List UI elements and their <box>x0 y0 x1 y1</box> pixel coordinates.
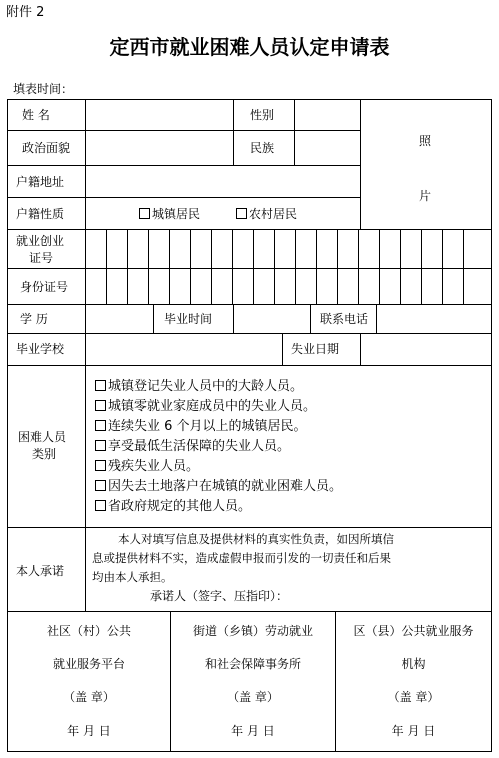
rural-resident-label: 农村居民 <box>249 207 298 221</box>
seal-label: （盖 章） <box>387 690 440 704</box>
row-divider <box>7 130 360 131</box>
date-label: 年 月 日 <box>67 724 111 738</box>
col-divider <box>153 304 154 333</box>
signature-org: 街道（乡镇）劳动就业 <box>192 624 313 638</box>
row-divider <box>7 611 492 612</box>
checkbox-icon[interactable] <box>95 480 106 491</box>
col-divider <box>233 99 234 165</box>
row-divider <box>7 268 492 269</box>
label-category: 类别 <box>32 447 57 461</box>
checkbox-icon[interactable] <box>95 460 106 471</box>
label-education: 学 历 <box>20 312 48 326</box>
digit-divider <box>316 229 317 304</box>
row-divider <box>7 333 492 334</box>
signature-org: 就业服务平台 <box>52 657 125 671</box>
label-employment-cert: 证号 <box>29 251 54 265</box>
signature-org: 和社会保障事务所 <box>204 657 301 671</box>
label-commitment: 本人承诺 <box>16 564 65 578</box>
signer-line: 承诺人（签字、压指印）： <box>150 589 289 603</box>
category-option[interactable]: 享受最低生活保障的失业人员。 <box>95 439 290 454</box>
checkbox-icon[interactable] <box>95 440 106 451</box>
label-school: 毕业学校 <box>16 342 65 356</box>
page-title: 定西市就业困难人员认定申请表 <box>109 35 390 59</box>
digit-divider <box>211 229 212 304</box>
signature-org: 区（县）公共就业服务 <box>353 624 474 638</box>
category-option[interactable]: 连续失业 6 个月以上的城镇居民。 <box>95 419 307 434</box>
checkbox-icon[interactable] <box>236 208 247 219</box>
seal-label: （盖 章） <box>63 690 115 704</box>
signature-org: 社区（村）公共 <box>46 624 131 638</box>
checkbox-icon[interactable] <box>95 420 106 431</box>
label-category: 困难人员 <box>18 430 67 444</box>
urban-resident-label: 城镇居民 <box>152 207 201 221</box>
checkbox-icon[interactable] <box>95 400 106 411</box>
row-divider <box>7 365 492 366</box>
digit-divider <box>148 229 149 304</box>
digit-divider <box>358 229 359 304</box>
row-divider <box>7 197 360 198</box>
digit-divider <box>106 229 107 304</box>
label-unemployment-date: 失业日期 <box>291 342 340 356</box>
category-option[interactable]: 城镇登记失业人员中的大龄人员。 <box>95 379 303 394</box>
label-graduation-time: 毕业时间 <box>164 312 213 326</box>
date-label: 年 月 日 <box>391 724 436 738</box>
col-divider <box>310 304 311 333</box>
col-divider <box>233 304 234 333</box>
commitment-text: 息或提供材料不实，造成虚假申报而引发的一切责任和后果 <box>92 551 391 565</box>
label-phone: 联系电话 <box>320 312 369 326</box>
photo-label: 片 <box>419 189 432 203</box>
digit-divider <box>190 229 191 304</box>
option-rural-resident[interactable] <box>236 207 297 221</box>
category-option[interactable]: 城镇零就业家庭成员中的失业人员。 <box>95 399 316 414</box>
checkbox-icon[interactable] <box>95 500 106 511</box>
digit-divider <box>421 229 422 304</box>
col-divider <box>282 333 283 365</box>
label-hukou-type: 户籍性质 <box>16 207 65 221</box>
col-divider <box>360 333 361 365</box>
digit-divider <box>169 229 170 304</box>
digit-divider <box>463 229 464 304</box>
row-divider <box>7 165 360 166</box>
row-divider <box>7 527 492 528</box>
digit-divider <box>400 229 401 304</box>
category-option[interactable]: 残疾失业人员。 <box>95 459 199 474</box>
label-hukou-address: 户籍地址 <box>16 175 65 189</box>
col-divider <box>376 304 377 333</box>
digit-divider <box>232 229 233 304</box>
digit-divider <box>295 229 296 304</box>
checkbox-icon[interactable] <box>139 208 150 219</box>
label-employment-cert: 就业创业 <box>16 234 65 248</box>
photo-label: 照 <box>419 134 432 148</box>
digit-divider <box>253 229 254 304</box>
col-divider <box>360 99 361 229</box>
label-id-number: 身份证号 <box>20 280 69 294</box>
fill-time-label: 填表时间： <box>13 82 74 96</box>
label-gender: 性别 <box>250 108 275 122</box>
digit-divider <box>379 229 380 304</box>
attachment-label: 附件 2 <box>6 5 45 20</box>
category-option[interactable]: 因失去土地落户在城镇的就业困难人员。 <box>95 479 342 494</box>
commitment-text: 本人对填写信息及提供材料的真实性负责，如因所填信 <box>118 532 394 546</box>
checkbox-icon[interactable] <box>95 380 106 391</box>
col-divider <box>85 99 86 611</box>
commitment-text: 均由本人承担。 <box>92 570 173 584</box>
label-ethnicity: 民族 <box>250 141 275 155</box>
seal-label: （盖 章） <box>227 690 279 704</box>
digit-divider <box>127 229 128 304</box>
col-divider <box>294 99 295 165</box>
signature-org: 机构 <box>401 657 426 671</box>
date-label: 年 月 日 <box>231 724 275 738</box>
digit-divider <box>337 229 338 304</box>
option-urban-resident[interactable] <box>139 207 200 221</box>
label-political: 政治面貌 <box>22 141 71 155</box>
digit-divider <box>442 229 443 304</box>
category-option[interactable]: 省政府规定的其他人员。 <box>95 499 251 514</box>
digit-divider <box>274 229 275 304</box>
label-name: 姓 名 <box>22 108 50 122</box>
row-divider <box>7 304 492 305</box>
row-divider <box>7 229 492 230</box>
